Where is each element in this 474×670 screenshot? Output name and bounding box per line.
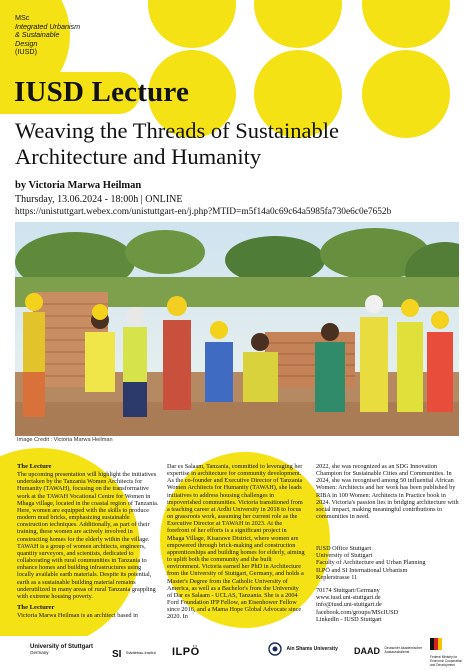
program-line-1: MSc [15, 13, 30, 22]
logo-si-text: SI [112, 649, 122, 660]
office-facebook[interactable]: facebook.com/groups/MScIUSD [316, 608, 399, 616]
program-line-4: Design [15, 38, 38, 48]
logo-ain-shams [268, 640, 338, 658]
logo-university-stuttgart [30, 644, 93, 655]
bmz-flag-gold [438, 638, 442, 650]
program-line-2: Integrated Urbanism [15, 21, 81, 31]
page-title [15, 118, 465, 170]
logo-stuttgart-sub: Germany [30, 650, 49, 655]
program-line-3: & Sustainable [15, 30, 60, 39]
logo-si-sub: Städtebau-Institut [125, 650, 156, 655]
decor-circle-top-2 [254, 0, 342, 48]
speaker-byline: by Victoria Marwa Heilman [15, 180, 142, 191]
title-line-1: Weaving the Threads of Sustainable [15, 118, 339, 143]
logo-daad [354, 641, 422, 659]
heading-the-lecture: The Lecture [17, 463, 52, 470]
lecturer-bio-middle: Dar es Salaam, Tanzania, committed to leveraging her expertise in architecture for community development. As the co-founder and Executive Director of Tanzania Women Architects for Humanity (TAWAH), she leads initiatives to address housing challenges in impoverished communities. Victoria transitioned from a teaching career at Ardhi University in 2018 to focus on grassroots work, assuming her current role as the Executive Director at TAWAH in 2023. At the forefront of her efforts is a significant project in Mhaga Village, Kisarawe District, where women are empowered through brick-making and construction apprenticeships and building homes for elderly, aiming to uplift both the community and the built environment. Victoria earned her PhD in Architecture from the University of Stuttgart, Germany, and holds a Master's Degree from the Catholic University of America, as well as a Bachelor's from the University of Dar es Salaam - UCLAS, Tanzania. She is a 2004 Ford Foundation IFP Fellow, an Eisenhower Fellow since 2016, and a Mama Hope Global Advocate since 2020. In [167, 463, 305, 621]
event-photo [15, 222, 459, 436]
logo-stuttgart-text: University of Stuttgart [30, 644, 94, 650]
logo-si [112, 644, 160, 662]
title-line-2: Architecture and Humanity [15, 144, 262, 169]
lecturer-bio-start: Victoria Marwa Heilman is an architect based in [17, 612, 138, 620]
office-street: Keplerstrasse 11 [316, 573, 358, 581]
heading-the-lecturer: The Lecturer [17, 603, 55, 611]
logo-bmz [430, 638, 466, 667]
logo-bmz-text: Federal Ministry for Economic Cooperation and Development [430, 655, 463, 667]
logo-strip [0, 636, 474, 670]
lecturer-bio-end: 2022, she was recognized as an SDG Innovation Champion for Sustainable Cities and Communities. In 2024, she was recognised among 50 influential African Women: Architects and her work has been published by RIBA in 100 Women: Architects in Practice book in 2024. Victoria's passion lies in bridging architecture with social impact, making meaningful contributions to communities in need. [316, 463, 459, 521]
office-website[interactable]: www.iusd.uni-stuttgart.de [316, 594, 381, 602]
lecture-description: The upcoming presentation will highlight the initiatives undertaken by the Tanzania Women Architects for Humanity (TAWAH), focusing on the transformative work at the TAWAH Vocational Centre for Women in Mhaga village, located in the coastal region of Tanzania. Here, women are equipped with the skills to produce modern mud bricks, emphasizing sustainable construction techniques. Additionally, as part of their training, these women are actively involved in constructing homes for the elderly within the village. TAWAH is a group of women architects, engineers, quantity surveyors, and scientists, dedicated to collaborating with rural communities in Tanzania to enhance homes and building infrastructures using locally available earth materials. Despite its potential, earth as a sustainable building material remains underutilized in many areas of rural Tanzania grappling with extreme housing poverty. [17, 471, 159, 600]
decor-circle-top-1 [148, 0, 236, 48]
office-institutes: ILPÖ and SI International Urbanism [316, 566, 408, 574]
office-faculty: Faculty of Architecture and Urban Planning [316, 559, 426, 567]
office-university: University of Stuttgart [316, 552, 373, 560]
office-linkedin[interactable]: LinkedIn - IUSD Stuttgart [316, 615, 382, 623]
column-bio [167, 463, 305, 624]
photo-illustration [15, 222, 459, 436]
ain-shams-emblem-icon [268, 642, 282, 656]
contact-block [316, 545, 459, 623]
logo-daad-text: DAAD [354, 646, 380, 656]
decor-circle-top-3 [362, 0, 450, 48]
event-date: Thursday, 13.06.2024 - 18:00h | ONLINE [15, 194, 183, 205]
logo-daad-sub: Deutscher Akademischer Austauschdienst [384, 645, 423, 654]
webex-link[interactable]: https://unistuttgart.webex.com/unistuttgart-en/j.php?MTID=m5f14a0c69c64a5985fa730e6c0e7652b [15, 207, 392, 217]
photo-credit: Image Credit : Victoria Marwa Heilman [17, 437, 113, 443]
program-label [15, 14, 80, 57]
column-bio-end [316, 463, 459, 524]
logo-ain-shams-text: Ain Shams University [286, 645, 338, 652]
office-name: IUSD Office Stuttgart [316, 545, 372, 552]
logo-ilpo-text: ILPÖ [172, 646, 200, 658]
program-line-5: (IUSD) [15, 47, 37, 56]
column-lecture [17, 463, 159, 623]
lecture-label: IUSD Lecture [14, 76, 190, 108]
logo-ilpo [172, 642, 200, 660]
office-email[interactable]: info@iusd.uni-stuttgart.de [316, 601, 382, 609]
office-city: 70174 Stuttgart/Germany [316, 587, 380, 595]
